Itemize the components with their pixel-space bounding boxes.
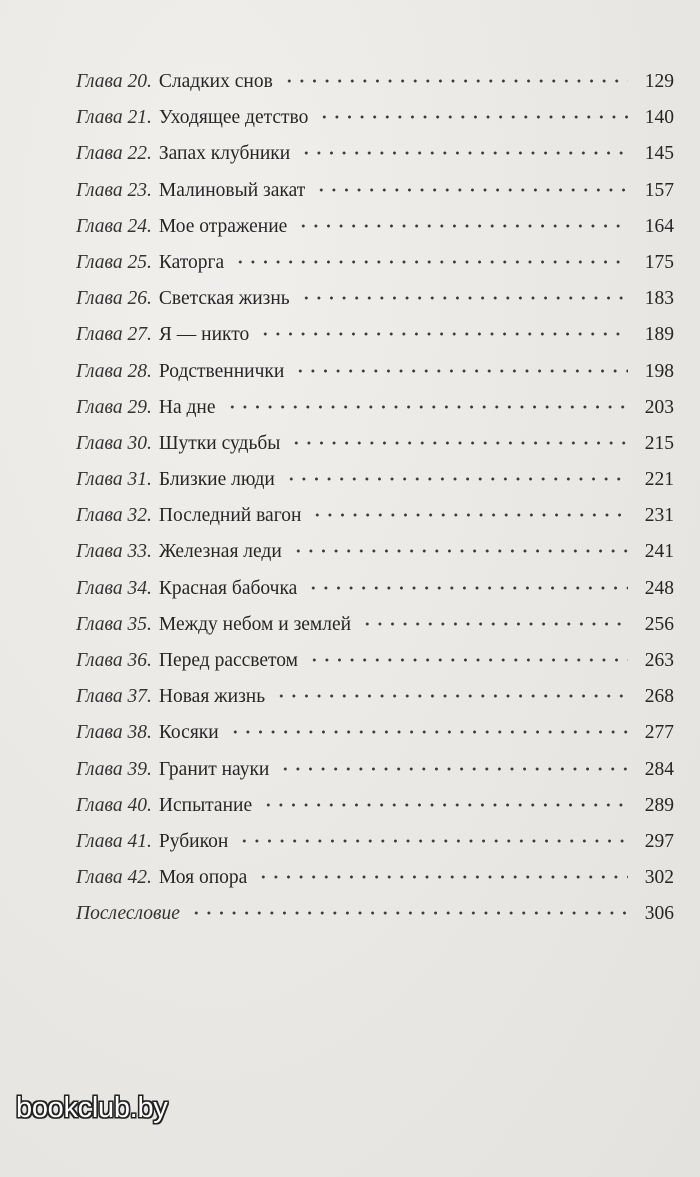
chapter-title: Сладких снов bbox=[158, 71, 273, 92]
chapter-number: Глава 30. bbox=[76, 432, 152, 454]
page-number: 221 bbox=[644, 469, 674, 491]
toc-entry bbox=[76, 462, 674, 498]
page-number: 306 bbox=[644, 903, 674, 925]
chapter-number: Глава 34. bbox=[76, 577, 152, 599]
page-number: 164 bbox=[644, 215, 674, 237]
toc-entry bbox=[76, 788, 674, 824]
dot-leader bbox=[283, 78, 628, 84]
table-of-contents bbox=[76, 64, 674, 933]
dot-leader bbox=[234, 259, 628, 265]
dot-leader bbox=[290, 440, 628, 446]
afterword-title: Послесловие bbox=[76, 903, 180, 925]
page-number: 175 bbox=[644, 251, 674, 273]
page-number: 198 bbox=[644, 360, 674, 382]
chapter-number: Глава 24. bbox=[76, 215, 152, 237]
toc-entry bbox=[76, 571, 674, 607]
page-number: 284 bbox=[644, 758, 674, 780]
dot-leader bbox=[307, 585, 628, 591]
dot-leader bbox=[292, 548, 628, 554]
dot-leader bbox=[259, 331, 628, 337]
chapter-title: Между небом и землей bbox=[158, 613, 352, 635]
chapter-number: Глава 39. bbox=[76, 758, 152, 780]
chapter-title: На дне bbox=[158, 396, 216, 418]
toc-entry bbox=[76, 64, 674, 100]
chapter-title: Красная бабочка bbox=[158, 577, 298, 599]
chapter-title: Гранит науки bbox=[158, 758, 270, 780]
dot-leader bbox=[275, 693, 628, 699]
dot-leader bbox=[315, 187, 628, 193]
dot-leader bbox=[300, 295, 628, 301]
page-number: 129 bbox=[644, 71, 674, 92]
chapter-title: Моя опора bbox=[158, 867, 248, 889]
page-number: 268 bbox=[644, 686, 674, 708]
toc-entry bbox=[76, 715, 674, 751]
chapter-number: Глава 35. bbox=[76, 613, 152, 635]
page-number: 248 bbox=[644, 577, 674, 599]
chapter-title: Железная леди bbox=[158, 541, 282, 563]
page-number: 256 bbox=[644, 613, 674, 635]
chapter-number: Глава 40. bbox=[76, 794, 152, 816]
toc-entry bbox=[76, 209, 674, 245]
dot-leader bbox=[361, 621, 628, 627]
chapter-title: Испытание bbox=[158, 794, 253, 816]
chapter-number: Глава 33. bbox=[76, 541, 152, 563]
chapter-number: Глава 32. bbox=[76, 505, 152, 527]
chapter-title: Перед рассветом bbox=[158, 650, 299, 671]
dot-leader bbox=[190, 910, 628, 916]
dot-leader bbox=[229, 729, 628, 735]
toc-entry bbox=[76, 245, 674, 281]
page-number: 145 bbox=[644, 143, 674, 165]
chapter-title: Последний вагон bbox=[158, 505, 302, 527]
dot-leader bbox=[285, 476, 628, 482]
chapter-number: Глава 28. bbox=[76, 360, 152, 382]
chapter-number: Глава 31. bbox=[76, 469, 152, 491]
page-number: 241 bbox=[644, 541, 674, 563]
chapter-title: Новая жизнь bbox=[158, 686, 266, 708]
dot-leader bbox=[311, 512, 628, 518]
chapter-title: Уходящее детство bbox=[158, 107, 309, 129]
toc-entry bbox=[76, 100, 674, 136]
chapter-number: Глава 21. bbox=[76, 107, 152, 129]
toc-entry bbox=[76, 752, 674, 788]
dot-leader bbox=[262, 802, 628, 808]
toc-entry bbox=[76, 534, 674, 570]
toc-entry bbox=[76, 679, 674, 715]
toc-entry bbox=[76, 354, 674, 390]
chapter-number: Глава 42. bbox=[76, 867, 152, 889]
dot-leader bbox=[297, 223, 628, 229]
chapter-title: Косяки bbox=[158, 722, 219, 744]
chapter-number: Глава 41. bbox=[76, 830, 152, 852]
site-watermark: bookclub.by bbox=[16, 1092, 168, 1124]
chapter-title: Мое отражение bbox=[158, 215, 288, 237]
page-number: 277 bbox=[644, 722, 674, 744]
chapter-title: Я — никто bbox=[158, 324, 250, 346]
toc-entry-afterword bbox=[76, 896, 674, 932]
chapter-number: Глава 27. bbox=[76, 324, 152, 346]
page-number: 183 bbox=[644, 288, 674, 310]
dot-leader bbox=[257, 874, 628, 880]
toc-entry bbox=[76, 173, 674, 209]
page-number: 140 bbox=[644, 107, 674, 129]
chapter-number: Глава 38. bbox=[76, 722, 152, 744]
dot-leader bbox=[294, 368, 628, 374]
chapter-number: Глава 36. bbox=[76, 650, 152, 671]
toc-entry bbox=[76, 426, 674, 462]
toc-entry bbox=[76, 390, 674, 426]
page-number: 263 bbox=[644, 650, 674, 671]
chapter-number: Глава 29. bbox=[76, 396, 152, 418]
page-number: 297 bbox=[644, 830, 674, 852]
chapter-number: Глава 25. bbox=[76, 251, 152, 273]
page-number: 203 bbox=[644, 396, 674, 418]
dot-leader bbox=[226, 404, 628, 410]
chapter-title: Рубикон bbox=[158, 830, 229, 852]
toc-entry bbox=[76, 643, 674, 679]
dot-leader bbox=[279, 766, 628, 772]
chapter-number: Глава 37. bbox=[76, 686, 152, 708]
dot-leader bbox=[318, 114, 628, 120]
chapter-title: Малиновый закат bbox=[158, 179, 306, 201]
page-number: 231 bbox=[644, 505, 674, 527]
toc-entry bbox=[76, 607, 674, 643]
page-number: 189 bbox=[644, 324, 674, 346]
chapter-number: Глава 22. bbox=[76, 143, 152, 165]
page-number: 302 bbox=[644, 867, 674, 889]
chapter-title: Шутки судьбы bbox=[158, 432, 281, 454]
chapter-title: Запах клубники bbox=[158, 143, 291, 165]
toc-entry bbox=[76, 498, 674, 534]
chapter-number: Глава 20. bbox=[76, 71, 152, 92]
chapter-title: Светская жизнь bbox=[158, 288, 290, 310]
chapter-title: Родственнички bbox=[158, 360, 285, 382]
chapter-number: Глава 23. bbox=[76, 179, 152, 201]
toc-entry bbox=[76, 136, 674, 172]
chapter-title: Каторга bbox=[158, 251, 225, 273]
toc-entry bbox=[76, 860, 674, 896]
page-number: 157 bbox=[644, 179, 674, 201]
chapter-number: Глава 26. bbox=[76, 288, 152, 310]
page-number: 289 bbox=[644, 794, 674, 816]
dot-leader bbox=[308, 657, 628, 663]
toc-entry bbox=[76, 824, 674, 860]
dot-leader bbox=[238, 838, 628, 844]
dot-leader bbox=[300, 150, 628, 156]
page-number: 215 bbox=[644, 432, 674, 454]
chapter-title: Близкие люди bbox=[158, 469, 275, 491]
toc-entry bbox=[76, 317, 674, 353]
toc-entry bbox=[76, 281, 674, 317]
